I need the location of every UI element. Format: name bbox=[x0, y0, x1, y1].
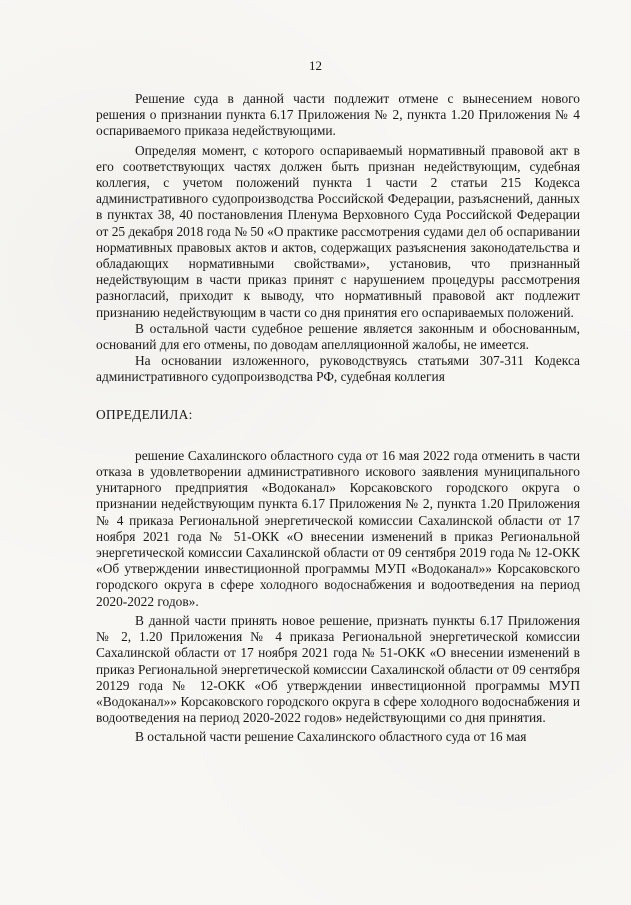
resolution-item-annul: решение Сахалинского областного суда от 16 мая 2022 года отменить в части отказа в удовлетворении административного искового заявления муниципального унитарного предприятия «Водоканал» Корсаковского городского округа о признании недействующим пункта 6.17 Приложения № 2, пункта 1.20 Приложения № 4 приказа Региональной энергетической комиссии Сахалинской области от 17 ноября 2021 года № 51-ОКК «О внесении изменений в приказ Региональной энергетической комиссии Сахалинской области от 09 сентября 2019 года № 12-ОКК «Об утверждении инвестиционной программы МУП «Водоканал»» Корсаковского городского округа в сфере холодного водоснабжения и водоотведения на период 2020-2022 годов». bbox=[96, 447, 580, 609]
page-number: 12 bbox=[309, 58, 322, 73]
paragraph-annulment: Решение суда в данной части подлежит отмене с вынесением нового решения о признании пункта 6.17 Приложения № 2, пункта 1.20 Приложения № 4 оспариваемого приказа недействующими. bbox=[96, 91, 580, 139]
ruling-heading: ОПРЕДЕЛИЛА: bbox=[96, 406, 193, 422]
document-body bbox=[96, 91, 580, 746]
resolution-item-new-decision: В данной части принять новое решение, признать пункты 6.17 Приложения № 2, 1.20 Приложения № 4 приказа Региональной энергетической комиссии Сахалинской области от 17 ноября 2021 года № 51-ОКК «О внесении изменений в приказ Региональной энергетической комиссии Сахалинской области от 09 сентября 20129 года № 12-ОКК «Об утверждении инвестиционной программы МУП «Водоканал»» Корсаковского городского округа в сфере холодного водоснабжения и водоотведения на период 2020-2022 годов» недействующими со дня принятия. bbox=[96, 612, 580, 726]
paragraph-reasoning: Определяя момент, с которого оспариваемый нормативный правовой акт в его соответствующих частях должен быть признан недействующим, судебная коллегия, с учетом положений пункта 1 части 2 статьи 215 Кодекса административного судопроизводства Российской Федерации, разъяснений, данных в пунктах 38, 40 постановления Пленума Верховного Суда Российской Федерации от 25 декабря 2018 года № 50 «О практике рассмотрения судами дел об оспаривании нормативных правовых актов и актов, содержащих разъяснения законодательства и обладающих нормативными свойствами», установив, что признанный недействующим в части приказ принят с нарушением процедуры рассмотрения разногласий, приходит к выводу, что нормативный правовой акт подлежит признанию недействующим в части со дня принятия его оспариваемых положений. bbox=[96, 142, 580, 320]
resolution-item-remaining: В остальной части решение Сахалинского областного суда от 16 мая bbox=[135, 729, 527, 745]
paragraph-remaining-lawful: В остальной части судебное решение является законным и обоснованным, оснований для его отмены, по доводам апелляционной жалобы, не имеется. bbox=[96, 320, 580, 353]
paragraph-legal-basis: На основании изложенного, руководствуясь статьями 307-311 Кодекса административного судопроизводства РФ, судебная коллегия bbox=[96, 353, 580, 385]
